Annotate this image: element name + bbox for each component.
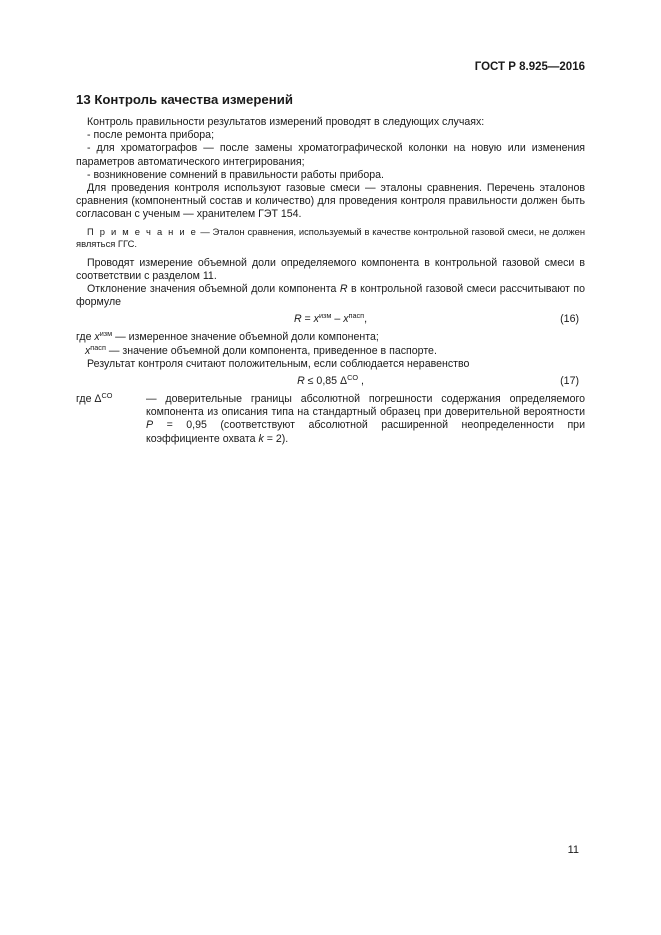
note [76,226,585,250]
paragraph: Контроль правильности результатов измерений проводят в следующих случаях: [87,116,485,128]
section-body [76,116,585,446]
formula-number: (17) [560,375,579,388]
list-item: - для хроматографов — после замены хроматографической колонки на новую или изменения параметров автоматического интегрирования; [76,142,585,168]
where-line: где $x^{изм}$ — измеренное значение объемной доли компонента; [76,329,379,344]
where-line: $x^{пасп}$ — значение объемной доли компонента, приведенное в паспорте. [85,342,437,357]
paragraph: Проводят измерение объемной доли определяемого компонента в контрольной газовой смеси в соответствии с разделом 11. [76,256,585,282]
formula-number: (16) [560,313,579,326]
note-text: — Эталон сравнения, используемый в качестве контрольной газовой смеси, не должен являться ГГС. [76,225,585,249]
page-number: 11 [567,844,579,856]
list-item: - после ремонта прибора; [87,129,215,142]
formula-17: R ≤ 0,85 $\Delta^{CO}$ , (17) [297,373,579,388]
formula-16: $R = x^{изм} - x^{пасп}$, (16) [293,311,579,326]
section-title: 13 Контроль качества измерений [76,92,293,107]
standard-header: ГОСТ Р 8.925—2016 [474,61,585,73]
paragraph: Отклонение значения объемной доли компонента R в контрольной газовой смеси рассчитывают по формуле [76,283,585,309]
list-item: - возникновение сомнений в правильности работы прибора. [87,168,384,181]
paragraph: Для проведения контроля используют газовые смеси — эталоны сравнения. Перечень эталонов сравнения (компонентный состав и количество) для проведения контроля правильности должен быть согласован с ученым — хранителем ГЭТ 154. [76,182,585,221]
note-label: П р и м е ч а н и е [87,225,198,237]
where-definition: где $\Delta^{CO}$ — доверительные границы абсолютной погрешности содержания определяемого компонента из описания типа на стандартный образец при доверительной вероятности P = 0,95 (соответствуют абсолютной расширенной неопределенности при коэффициенте охвата k = 2). [76,391,585,445]
paragraph: Результат контроля считают положительным, если соблюдается неравенство [87,357,470,370]
